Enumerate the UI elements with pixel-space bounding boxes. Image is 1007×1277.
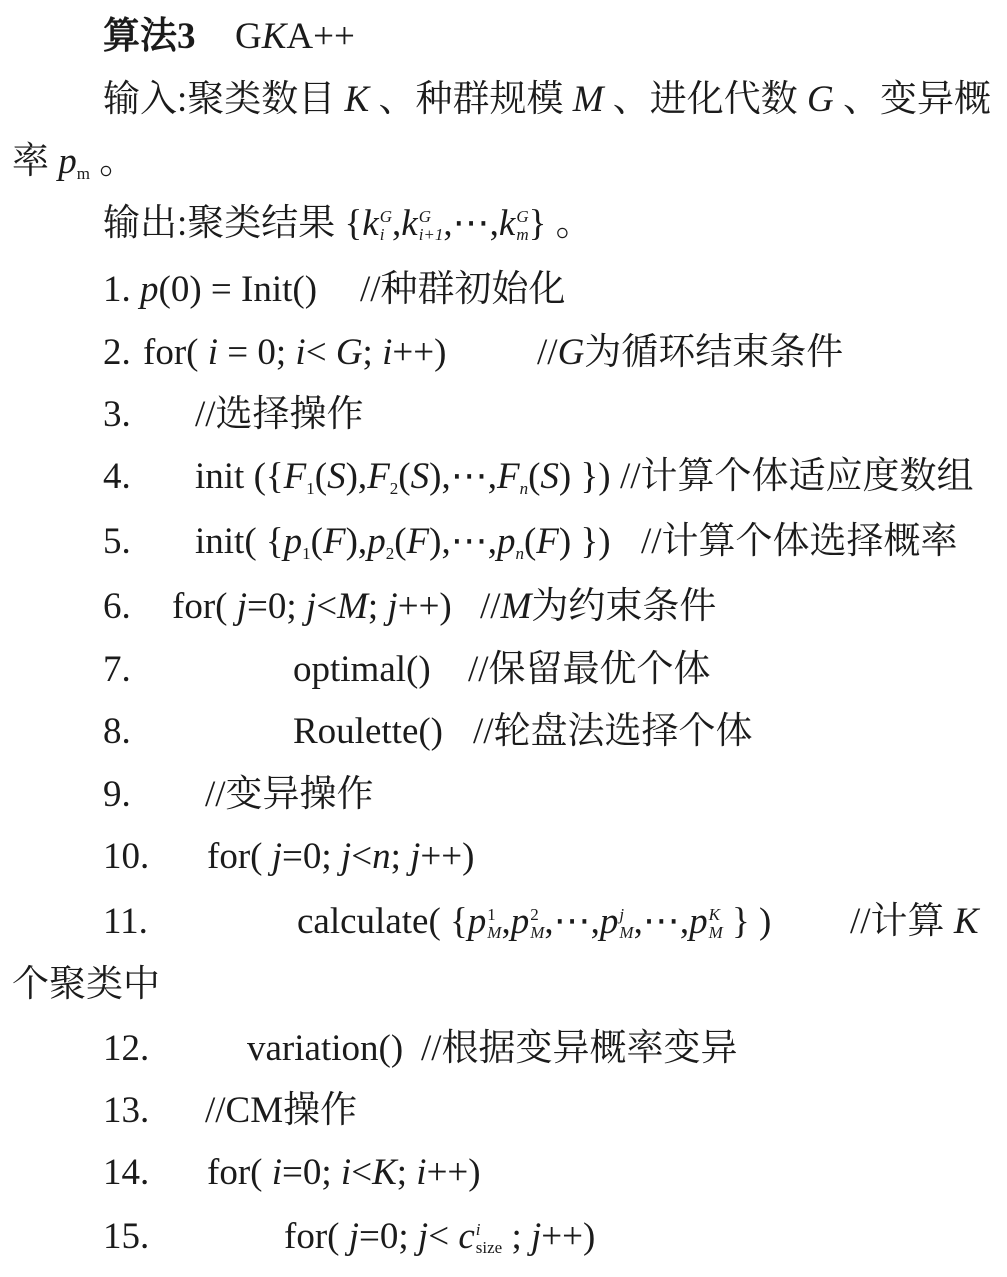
line-number: 7. [103,649,131,690]
output-text-part: } 。 [528,203,593,244]
math-variable: F [323,521,346,562]
math-variable: k [498,203,516,244]
code-text: Roulette() [293,711,444,752]
code-text: < [316,586,338,627]
line-number: 5. [103,521,131,562]
code-statement [293,709,443,755]
math-variable: j [236,586,247,627]
subscript: m [516,225,529,244]
algorithm-line-6 [0,584,1007,630]
code-comment [205,1088,357,1134]
line-number: 9. [103,774,131,815]
algorithm-line-10 [0,834,1007,880]
line-number: 10. [103,836,150,877]
comment-text: //选择操作 [195,394,364,435]
input-text-part: 、种群规模 [369,79,573,120]
code-text: ( [398,456,411,497]
code-text: ( [523,521,537,562]
algorithm-line-14 [0,1150,1007,1196]
name-text: G [235,16,262,57]
code-text: for( [284,1216,349,1257]
sup-sub-stack [530,906,544,942]
output-text [103,201,593,247]
code-text: optimal() [293,649,431,690]
comment-variable: K [953,901,979,942]
superscript: 1 [487,905,496,924]
code-text: < [351,836,373,877]
code-statement [284,1214,595,1260]
math-variable: F [406,521,430,562]
line-number: 15. [103,1216,150,1257]
input-text-part: 。 [89,141,137,182]
subscript: size [475,1238,503,1257]
input-text-part: 聚类数目 [187,79,345,120]
math-variable: p [283,521,303,562]
code-text: ),⋯, [429,521,497,562]
code-text: ( [528,456,541,497]
input-line-1 [0,77,1007,123]
input-line-2 [0,139,1007,185]
subscript: i+1 [418,225,444,244]
code-comment [641,519,958,565]
code-text: ; [367,586,388,627]
code-text: ; [502,1216,531,1257]
sup-sub-stack [476,1221,502,1257]
math-variable: j [410,836,421,877]
code-text: variation() [247,1028,404,1069]
math-variable: G [335,332,363,373]
line-number: 13. [103,1090,150,1131]
code-statement [195,519,611,565]
subscript: m [76,164,90,183]
comment-text: //种群初始化 [360,269,566,310]
superscript: i [475,1220,481,1239]
math-variable: n [372,836,391,877]
code-text: ++) [392,332,447,373]
sup-sub-stack [380,208,392,244]
code-text: ), [345,456,368,497]
line-number: 1. [103,269,131,310]
algorithm-line-11-continuation [0,962,1007,1008]
math-variable: S [540,456,559,497]
subscript: M [708,923,723,942]
code-text: ++) [541,1216,596,1257]
comment-text: 为循环结束条件 [584,332,844,373]
code-comment [537,330,843,376]
superscript: G [516,207,529,226]
code-text: for( [143,332,208,373]
math-variable: p [140,269,159,310]
code-text: ( [394,521,407,562]
comment-variable: G [557,332,585,373]
code-text: for( [172,586,237,627]
math-variable: p [510,901,530,942]
code-text: ) }) [558,521,611,562]
math-variable: k [401,203,418,244]
math-variable: F [367,456,390,497]
subscript: M [487,923,502,942]
algorithm-line-8 [0,709,1007,755]
comment-text: //根据变异概率变异 [421,1028,738,1069]
code-statement [172,584,452,630]
math-variable: j [417,1216,429,1257]
line-number: 14. [103,1152,150,1193]
code-comment [468,647,711,693]
algorithm-name [235,14,355,60]
math-variable: F [283,456,307,497]
code-text: ),⋯, [429,456,497,497]
subscript: 2 [389,479,399,498]
output-label: 输出: [103,203,188,244]
code-text: ( [314,456,328,497]
comment-text: //CM操作 [205,1090,358,1131]
math-variable: M [572,79,604,120]
superscript: 2 [530,905,539,924]
comment-text: //保留最优个体 [468,649,711,690]
algorithm-line-5 [0,519,1007,565]
algorithm-line-12 [0,1026,1007,1072]
sup-sub-stack [619,906,633,942]
code-text: ,⋯, [544,901,600,942]
code-text: ,⋯, [633,901,690,942]
algorithm-line-2 [0,330,1007,376]
line-number: 8. [103,711,131,752]
algorithm-title [0,14,1007,60]
code-text: =0; [282,1152,341,1193]
input-text-part: 、变异概 [833,79,992,120]
subscript: 1 [306,479,315,498]
comment-text: 为约束条件 [531,586,717,627]
input-text-continued [12,139,136,185]
line-number: 12. [103,1028,150,1069]
math-variable: j [530,1216,542,1257]
math-variable: j [348,1216,359,1257]
code-text: calculate( { [297,901,468,942]
algorithm-line-4 [0,454,1007,500]
superscript: G [418,207,431,226]
input-text [103,77,991,123]
code-text: =0; [247,586,306,627]
math-variable: i [295,332,306,373]
code-text: =0; [282,836,341,877]
code-text: < [351,1152,373,1193]
math-variable: i [340,1152,352,1193]
code-text: ; [362,332,383,373]
comment-variable: M [500,586,532,627]
math-variable: K [344,79,370,120]
subscript: 2 [385,544,395,563]
code-statement [207,834,474,880]
line-number: 6. [103,586,131,627]
line-number: 11. [103,901,148,942]
name-variable: K [261,16,287,57]
line-number: 3. [103,394,131,435]
math-variable: M [337,586,368,627]
math-variable: i [271,1152,282,1193]
comment-text: //计算个体选择概率 [641,521,958,562]
subscript: M [619,923,634,942]
superscript: j [619,905,625,924]
comment-text: // [480,586,501,627]
algorithm-line-13 [0,1088,1007,1134]
comment-text: //变异操作 [205,774,374,815]
code-comment [360,267,566,313]
code-text: ( [310,521,323,562]
math-variable: c [458,1216,475,1257]
output-text-part: ,⋯, [443,203,499,244]
subscript: n [515,544,524,563]
code-text: init( { [195,521,284,562]
code-text: ; [390,836,411,877]
code-text: for( [207,1152,272,1193]
code-text: < [305,332,336,373]
comment-text: //计算 [850,901,954,942]
math-variable: j [305,586,317,627]
math-variable: G [807,79,834,120]
code-statement [297,899,771,945]
name-text: A++ [286,16,355,57]
sup-sub-stack [419,208,444,244]
subscript: M [530,923,545,942]
subscript: n [519,479,529,498]
math-variable: j [340,836,352,877]
algorithm-line-9 [0,772,1007,818]
math-variable: i [382,332,393,373]
code-text: ++) [397,586,452,627]
code-statement [293,647,431,693]
subscript: 1 [302,544,311,563]
math-variable: p [367,521,386,562]
math-variable: p [689,901,708,942]
code-text: for( [207,836,272,877]
code-comment [195,392,364,438]
math-variable: S [410,456,430,497]
comment-text: //轮盘法选择个体 [473,711,753,752]
math-variable: F [496,456,520,497]
line-number: 2. [103,332,131,373]
sup-sub-stack [487,906,501,942]
code-statement [143,330,446,376]
output-text-part: 聚类结果 { [187,203,363,244]
code-text: < [428,1216,459,1257]
code-text: init ({ [195,456,284,497]
code-comment [620,454,974,500]
math-variable: p [467,901,487,942]
code-statement [140,267,317,313]
input-label: 输入: [103,79,188,120]
algorithm-line-3 [0,392,1007,438]
math-variable: j [387,586,398,627]
math-variable: F [536,521,559,562]
superscript: K [708,905,720,924]
code-text: ++) [426,1152,481,1193]
code-statement [207,1150,481,1196]
algorithm-line-11 [0,899,1007,945]
output-text-part: , [392,203,402,244]
math-variable: k [362,203,379,244]
code-text: ) }) [558,456,611,497]
code-statement [247,1026,403,1072]
algorithm-label [103,14,196,60]
superscript: G [379,207,393,226]
code-text: } ) [722,901,772,942]
code-text: ; [396,1152,417,1193]
math-variable: j [271,836,282,877]
math-variable: i [416,1152,427,1193]
algorithm-line-15 [0,1214,1007,1260]
code-text: , [501,901,511,942]
comment-continuation: 个聚类中 [12,964,160,1005]
code-text: (0) = Init() [158,269,318,310]
code-comment [205,772,374,818]
algorithm-line-7 [0,647,1007,693]
code-comment [480,584,716,630]
input-text-part: 、进化代数 [603,79,808,120]
comment-text: // [537,332,558,373]
math-variable: i [207,332,218,373]
math-variable: K [372,1152,397,1193]
algorithm-line-1 [0,267,1007,313]
code-text: = 0; [218,332,296,373]
output-line [0,201,1007,247]
algorithm-number: 算法3 [103,16,196,57]
sup-sub-stack [709,906,723,942]
math-variable: p [58,141,77,182]
math-variable: p [496,521,516,562]
code-text: ), [345,521,368,562]
sup-sub-stack [516,208,528,244]
line-number: 4. [103,456,131,497]
code-comment [850,899,979,945]
subscript: i [379,225,385,244]
comment-text: //计算个体适应度数组 [620,456,974,497]
code-text: ++) [420,836,475,877]
math-variable: S [327,456,346,497]
code-comment [473,709,753,755]
code-comment [421,1026,738,1072]
code-text: =0; [359,1216,418,1257]
input-text-part: 率 [12,141,59,182]
code-statement [195,454,611,500]
math-variable: p [599,901,619,942]
